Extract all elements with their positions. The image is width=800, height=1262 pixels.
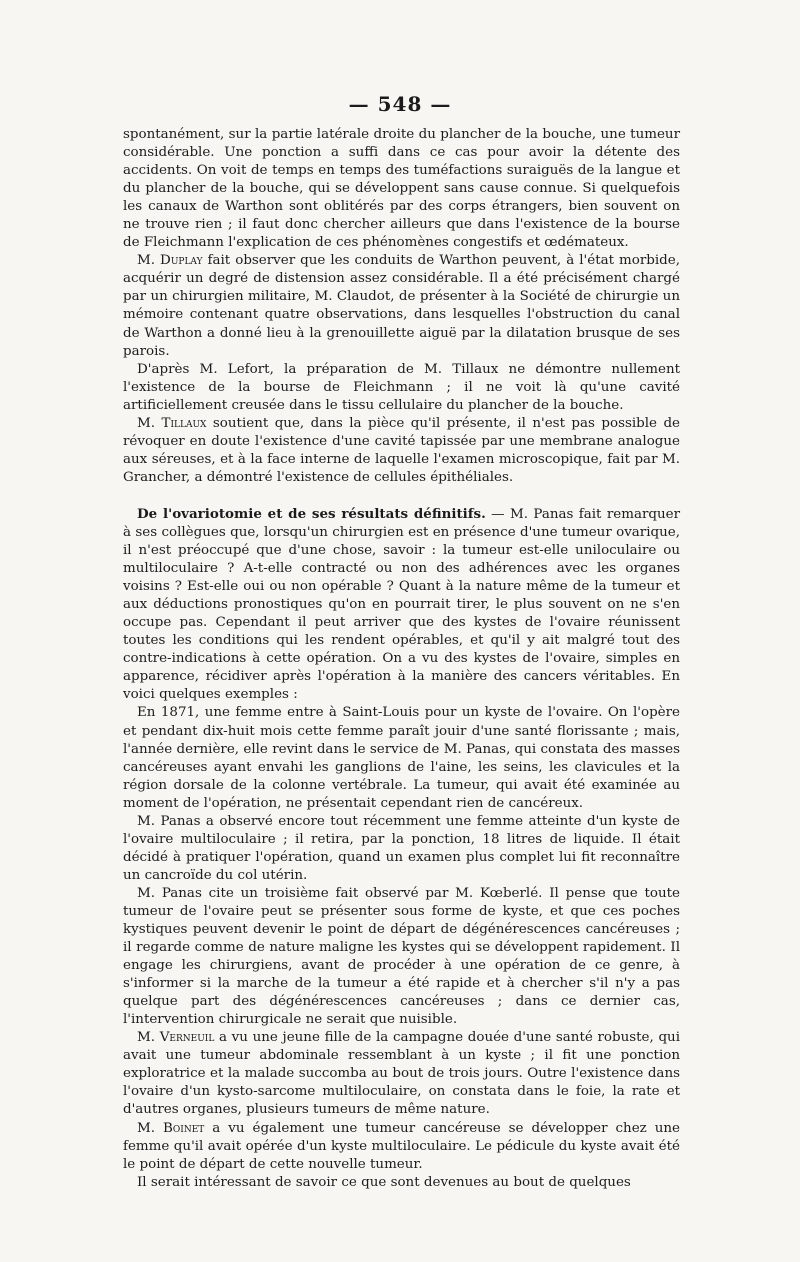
page-number: — 548 —	[348, 92, 452, 116]
speaker-name: M. Tillaux	[137, 415, 207, 431]
body-text	[123, 126, 680, 1192]
speaker-name: M. Duplay	[137, 253, 203, 269]
paragraph-4: M. Tillaux soutient que, dans la pièce qu'il présente, il n'est pas possible de révoquer en doute l'existence d'une cavité tapissée par une membrane analogue aux séreuses, et à la face interne de laquelle l'examen microscopique, fait par M. Grancher, a démontré l'existence de cellules épithéliales.	[123, 415, 681, 485]
speaker-name: M. Boinet	[137, 1120, 205, 1136]
paragraph-case-2: M. Panas a observé encore tout récemment une femme atteinte d'un kyste de l'ovaire multiloculaire ; il retira, par la ponction, 18 litres de liquide. Il était décidé à pratiquer l'opération, quand un examen plus complet lui fit reconnaître un cancroïde du col utérin.	[123, 813, 680, 883]
speaker-name: M. Verneuil	[137, 1030, 215, 1046]
paragraph-3: D'après M. Lefort, la préparation de M. Tillaux ne démontre nullement l'existence de la bourse de Fleichmann ; il ne voit là qu'une cavité artificiellement creusée dans le tissu cellulaire du plancher de la bouche.	[123, 361, 680, 413]
paragraph-case-1: En 1871, une femme entre à Saint-Louis pour un kyste de l'ovaire. On l'opère et pendant dix-huit mois cette femme paraît jouir d'une santé florissante ; mais, l'année dernière, elle revint dans le service de M. Panas, qui constata des masses cancéreuses ayant envahi les ganglions de l'aine, les seins, les clavicules et la région dorsale de la colonne vertébrale. La tumeur, qui avait été examinée au moment de l'opération, ne présentait cependant rien de cancéreux.	[123, 705, 680, 811]
section-title: De l'ovariotomie et de ses résultats définitifs.	[137, 505, 486, 522]
paragraph-boinet: M. Boinet a vu également une tumeur cancéreuse se développer chez une femme qu'il avait opérée d'un kyste multiloculaire. Le pédicule du kyste avait été le point de départ de cette nouvelle tumeur.	[123, 1120, 680, 1172]
paragraph-case-3: M. Panas cite un troisième fait observé par M. Kœberlé. Il pense que toute tumeur de l'ovaire peut se présenter sous forme de kyste, et que ces poches kystiques peuvent devenir le point de départ de dégénérescences cancéreuses ; il regarde comme de nature maligne les kystes qui se développent rapidement. Il engage les chirurgiens, avant de procéder à une opération de ce genre, à s'informer si la marche de la tumeur a été rapide et à chercher s'il n'y a pas quelque part des dégénérescences cancéreuses ; dans ce dernier cas, l'intervention chirurgicale ne serait que nuisible.	[123, 885, 680, 1028]
paragraph-1: spontanément, sur la partie latérale droite du plancher de la bouche, une tumeur considérable. Une ponction a suffi dans ce cas pour avoir la détente des accidents. On voit de temps en temps des tuméfactions suraiguës de la langue et du plancher de la bouche, qui se développent sans cause connue. Si quelquefois les canaux de Warthon sont oblitérés par des corps étrangers, bien souvent on ne trouve rien ; il faut donc chercher ailleurs que dans l'existence de la bourse de Fleichmann l'explication de ces phénomènes congestifs et œdémateux.	[123, 127, 680, 251]
paragraph-2: M. Duplay fait observer que les conduits de Warthon peuvent, à l'état morbide, acquérir un degré de distension assez considérable. Il a été précisément chargé par un chirurgien militaire, M. Claudot, de présenter à la Société de chirurgie un mémoire contenant quatre observations, dans lesquelles l'obstruction du canal de Warthon a donné lieu à la grenouillette aiguë par la dilatation brusque de ses parois.	[123, 253, 680, 359]
paragraph-verneuil: M. Verneuil a vu une jeune fille de la campagne douée d'une santé robuste, qui avait une tumeur abdominale ressemblant à un kyste ; il fit une ponction exploratrice et la malade succomba au bout de trois jours. Outre l'existence dans l'ovaire d'un kysto-sarcome multiloculaire, on constata dans le foie, la rate et d'autres organes, plusieurs tumeurs de même nature.	[123, 1030, 681, 1118]
paragraph-closing: Il serait intéressant de savoir ce que sont devenues au bout de quelques	[137, 1174, 631, 1190]
section-paragraph: De l'ovariotomie et de ses résultats définitifs. — M. Panas fait remarquer à ses collègues que, lorsqu'un chirurgien est en présence d'une tumeur ovarique, il n'est préoccupé que d'une chose, savoir : la tumeur est-elle uniloculaire ou multiloculaire ? A-t-elle contracté ou non des adhérences avec les organes voisins ? Est-elle oui ou non opérable ? Quant à la nature même de la tumeur et aux déductions pronostiques qu'on en pourrait tirer, le plus souvent on ne s'en occupe pas. Cependant il peut arriver que des kystes de l'ovaire réunissent toutes les conditions qui les rendent opérables, et qu'il y ait malgré tout des contre-indications à cette opération. On a vu des kystes de l'ovaire, simples en apparence, récidiver après l'opération à la manière des cancers véritables. En voici quelques exemples :	[123, 505, 681, 703]
